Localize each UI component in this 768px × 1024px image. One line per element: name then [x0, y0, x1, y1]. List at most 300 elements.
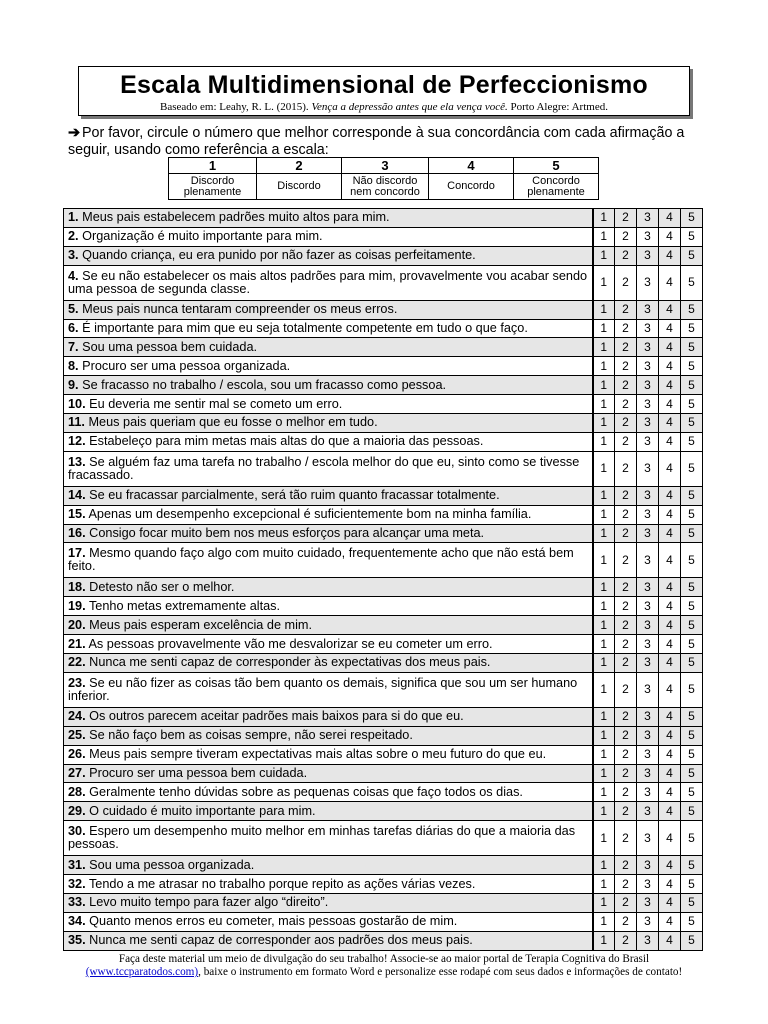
- rating-option[interactable]: 5: [681, 265, 703, 300]
- item-text: Quanto menos erros eu cometer, mais pessoas gostarão de mim.: [89, 914, 458, 929]
- rating-option[interactable]: 1: [593, 745, 615, 764]
- rating-option[interactable]: 5: [681, 764, 703, 783]
- item-text: Se eu fracassar parcialmente, será tão ruim quanto fracassar totalmente.: [89, 488, 500, 503]
- item-text: Mesmo quando faço algo com muito cuidado, frequentemente acho que não está bem feito.: [68, 546, 574, 574]
- scale-numbers-row: [169, 158, 599, 174]
- table-row: [64, 783, 703, 802]
- rating-option[interactable]: 1: [593, 209, 615, 228]
- item-text: As pessoas provavelmente vão me desvalorizar se eu cometer um erro.: [88, 636, 493, 651]
- table-row: [64, 524, 703, 543]
- rating-option[interactable]: 4: [659, 856, 681, 875]
- rating-option[interactable]: 1: [593, 616, 615, 635]
- scale-legend: [168, 157, 599, 200]
- rating-option[interactable]: 1: [593, 783, 615, 802]
- subtitle-book: Vença a depressão antes que ela vença você.: [311, 101, 508, 113]
- rating-option[interactable]: 1: [593, 414, 615, 433]
- rating-option[interactable]: 5: [681, 707, 703, 726]
- table-row: [64, 894, 703, 913]
- item-text: Tenho metas extremamente altas.: [88, 598, 281, 613]
- item-statement: [64, 246, 593, 265]
- rating-option[interactable]: 4: [659, 319, 681, 338]
- scale-number: 1: [169, 158, 257, 174]
- rating-option[interactable]: 1: [593, 319, 615, 338]
- table-row: [64, 319, 703, 338]
- rating-option[interactable]: 3: [637, 616, 659, 635]
- rating-option[interactable]: 4: [659, 616, 681, 635]
- rating-option[interactable]: 2: [615, 451, 637, 486]
- rating-option[interactable]: 3: [637, 856, 659, 875]
- rating-option[interactable]: 5: [681, 745, 703, 764]
- rating-option[interactable]: 2: [615, 265, 637, 300]
- rating-option[interactable]: 4: [659, 338, 681, 357]
- rating-option[interactable]: 3: [637, 338, 659, 357]
- item-number: 28.: [68, 784, 86, 799]
- item-text: Meus pais estabelecem padrões muito altos para mim.: [82, 210, 390, 225]
- rating-option[interactable]: 3: [637, 726, 659, 745]
- rating-option[interactable]: 5: [681, 338, 703, 357]
- item-statement: [64, 505, 593, 524]
- rating-option[interactable]: 5: [681, 376, 703, 395]
- subtitle: [79, 101, 689, 114]
- scale-number: 4: [429, 158, 514, 174]
- rating-option[interactable]: 5: [681, 300, 703, 319]
- rating-option[interactable]: 1: [593, 246, 615, 265]
- rating-option[interactable]: 1: [593, 265, 615, 300]
- rating-option[interactable]: 4: [659, 894, 681, 913]
- item-number: 11.: [68, 415, 85, 430]
- rating-option[interactable]: 1: [593, 707, 615, 726]
- item-number: 30.: [68, 824, 86, 839]
- rating-option[interactable]: 5: [681, 227, 703, 246]
- rating-option[interactable]: 5: [681, 524, 703, 543]
- rating-option[interactable]: 2: [615, 395, 637, 414]
- rating-option[interactable]: 2: [615, 357, 637, 376]
- rating-option[interactable]: 2: [615, 894, 637, 913]
- rating-option[interactable]: 3: [637, 578, 659, 597]
- item-text: Meus pais nunca tentaram compreender os meus erros.: [82, 302, 398, 317]
- item-number: 1.: [68, 210, 79, 225]
- rating-option[interactable]: 1: [593, 912, 615, 931]
- rating-option[interactable]: 5: [681, 505, 703, 524]
- rating-option[interactable]: 4: [659, 209, 681, 228]
- item-number: 35.: [68, 933, 86, 948]
- rating-option[interactable]: 1: [593, 654, 615, 673]
- footer-link[interactable]: (www.tccparatodos.com): [85, 966, 199, 978]
- rating-option[interactable]: 4: [659, 764, 681, 783]
- rating-option[interactable]: 2: [615, 486, 637, 505]
- rating-option[interactable]: 2: [615, 376, 637, 395]
- rating-option[interactable]: 2: [615, 414, 637, 433]
- item-number: 14.: [68, 488, 86, 503]
- item-statement: [64, 875, 593, 894]
- rating-option[interactable]: 2: [615, 338, 637, 357]
- rating-option[interactable]: 1: [593, 856, 615, 875]
- rating-option[interactable]: 5: [681, 451, 703, 486]
- table-row: [64, 227, 703, 246]
- item-statement: [64, 486, 593, 505]
- rating-option[interactable]: 3: [637, 654, 659, 673]
- scale-label: Concordo: [429, 174, 514, 200]
- rating-option[interactable]: 4: [659, 505, 681, 524]
- table-row: [64, 246, 703, 265]
- item-number: 34.: [68, 914, 86, 929]
- table-row: [64, 912, 703, 931]
- table-row: [64, 856, 703, 875]
- rating-option[interactable]: 2: [615, 578, 637, 597]
- item-text: É importante para mim que eu seja totalmente competente em tudo o que faço.: [82, 321, 528, 335]
- rating-option[interactable]: 1: [593, 578, 615, 597]
- rating-option[interactable]: 2: [615, 783, 637, 802]
- item-statement: [64, 265, 593, 300]
- rating-option[interactable]: 3: [637, 265, 659, 300]
- item-statement: [64, 376, 593, 395]
- rating-option[interactable]: 5: [681, 894, 703, 913]
- footer: [40, 953, 728, 979]
- item-number: 4.: [68, 268, 79, 283]
- rating-option[interactable]: 4: [659, 486, 681, 505]
- rating-option[interactable]: 3: [637, 432, 659, 451]
- item-text: Se eu não estabelecer os mais altos padrões para mim, provavelmente vou acabar sendo uma pessoa de segunda classe.: [68, 268, 588, 296]
- rating-option[interactable]: 2: [615, 821, 637, 856]
- rating-option[interactable]: 2: [615, 432, 637, 451]
- rating-option[interactable]: 5: [681, 597, 703, 616]
- item-number: 10.: [68, 396, 86, 411]
- rating-option[interactable]: 5: [681, 783, 703, 802]
- rating-option[interactable]: 4: [659, 931, 681, 950]
- rating-option[interactable]: 2: [615, 635, 637, 654]
- rating-option[interactable]: 1: [593, 486, 615, 505]
- table-row: [64, 209, 703, 228]
- scale-labels-row: [169, 174, 599, 200]
- rating-option[interactable]: 2: [615, 505, 637, 524]
- rating-option[interactable]: 2: [615, 764, 637, 783]
- rating-option[interactable]: 3: [637, 227, 659, 246]
- rating-option[interactable]: 4: [659, 783, 681, 802]
- table-row: [64, 654, 703, 673]
- rating-option[interactable]: 3: [637, 246, 659, 265]
- table-row: [64, 578, 703, 597]
- rating-option[interactable]: 5: [681, 635, 703, 654]
- rating-option[interactable]: 3: [637, 912, 659, 931]
- rating-option[interactable]: 1: [593, 451, 615, 486]
- item-statement: [64, 338, 593, 357]
- rating-option[interactable]: 5: [681, 543, 703, 578]
- rating-option[interactable]: 4: [659, 745, 681, 764]
- rating-option[interactable]: 5: [681, 578, 703, 597]
- rating-option[interactable]: 3: [637, 875, 659, 894]
- item-number: 26.: [68, 747, 86, 762]
- rating-option[interactable]: 3: [637, 821, 659, 856]
- item-number: 16.: [68, 526, 86, 541]
- item-number: 19.: [68, 598, 86, 613]
- table-row: [64, 376, 703, 395]
- rating-option[interactable]: 4: [659, 524, 681, 543]
- rating-option[interactable]: 5: [681, 726, 703, 745]
- table-row: [64, 764, 703, 783]
- rating-option[interactable]: 3: [637, 931, 659, 950]
- rating-option[interactable]: 1: [593, 432, 615, 451]
- item-number: 32.: [68, 876, 86, 891]
- item-text: Detesto não ser o melhor.: [89, 579, 235, 594]
- item-number: 5.: [68, 302, 79, 317]
- item-number: 3.: [68, 248, 79, 263]
- item-statement: [64, 524, 593, 543]
- rating-option[interactable]: 3: [637, 745, 659, 764]
- rating-option[interactable]: 5: [681, 654, 703, 673]
- item-text: Apenas um desempenho excepcional é suficientemente bom na minha família.: [88, 507, 532, 522]
- arrow-right-icon: ➔: [68, 125, 80, 141]
- rating-option[interactable]: 1: [593, 894, 615, 913]
- rating-option[interactable]: 4: [659, 912, 681, 931]
- rating-option[interactable]: 2: [615, 912, 637, 931]
- item-number: 23.: [68, 675, 86, 690]
- rating-option[interactable]: 3: [637, 543, 659, 578]
- rating-option[interactable]: 4: [659, 635, 681, 654]
- item-number: 24.: [68, 709, 86, 724]
- instructions: [68, 125, 708, 159]
- rating-option[interactable]: 1: [593, 300, 615, 319]
- rating-option[interactable]: 4: [659, 265, 681, 300]
- rating-option[interactable]: 5: [681, 672, 703, 707]
- rating-option[interactable]: 2: [615, 856, 637, 875]
- rating-option[interactable]: 1: [593, 672, 615, 707]
- item-statement: [64, 357, 593, 376]
- item-text: Sou uma pessoa bem cuidada.: [82, 339, 258, 354]
- item-statement: [64, 707, 593, 726]
- rating-option[interactable]: 3: [637, 783, 659, 802]
- table-row: [64, 875, 703, 894]
- table-row: [64, 414, 703, 433]
- rating-option[interactable]: 3: [637, 357, 659, 376]
- rating-option[interactable]: 3: [637, 451, 659, 486]
- rating-option[interactable]: 4: [659, 597, 681, 616]
- rating-option[interactable]: 2: [615, 875, 637, 894]
- item-text: Procuro ser uma pessoa bem cuidada.: [89, 766, 308, 781]
- item-statement: [64, 764, 593, 783]
- item-text: Nunca me senti capaz de corresponder aos padrões dos meus pais.: [89, 933, 473, 948]
- rating-option[interactable]: 1: [593, 376, 615, 395]
- rating-option[interactable]: 4: [659, 376, 681, 395]
- rating-option[interactable]: 4: [659, 654, 681, 673]
- rating-option[interactable]: 4: [659, 726, 681, 745]
- rating-option[interactable]: 3: [637, 894, 659, 913]
- rating-option[interactable]: 3: [637, 764, 659, 783]
- rating-option[interactable]: 1: [593, 821, 615, 856]
- item-number: 25.: [68, 728, 86, 743]
- subtitle-prefix: Baseado em: Leahy, R. L. (2015).: [160, 101, 309, 113]
- rating-option[interactable]: 3: [637, 707, 659, 726]
- rating-option[interactable]: 1: [593, 597, 615, 616]
- item-statement: [64, 821, 593, 856]
- item-number: 21.: [68, 636, 86, 651]
- item-statement: [64, 543, 593, 578]
- item-statement: [64, 745, 593, 764]
- rating-option[interactable]: 4: [659, 432, 681, 451]
- rating-option[interactable]: 3: [637, 395, 659, 414]
- rating-option[interactable]: 4: [659, 802, 681, 821]
- rating-option[interactable]: 5: [681, 821, 703, 856]
- item-number: 18.: [68, 579, 86, 594]
- rating-option[interactable]: 1: [593, 395, 615, 414]
- rating-option[interactable]: 2: [615, 543, 637, 578]
- item-text: Estabeleço para mim metas mais altas do que a maioria das pessoas.: [89, 434, 484, 449]
- item-text: Levo muito tempo para fazer algo “direito”.: [89, 895, 329, 910]
- rating-option[interactable]: 5: [681, 319, 703, 338]
- rating-option[interactable]: 5: [681, 616, 703, 635]
- rating-option[interactable]: 2: [615, 227, 637, 246]
- rating-option[interactable]: 4: [659, 300, 681, 319]
- rating-option[interactable]: 3: [637, 524, 659, 543]
- item-text: Sou uma pessoa organizada.: [89, 857, 255, 872]
- rating-option[interactable]: 1: [593, 802, 615, 821]
- rating-option[interactable]: 1: [593, 505, 615, 524]
- rating-option[interactable]: 4: [659, 357, 681, 376]
- item-number: 22.: [68, 655, 86, 670]
- rating-option[interactable]: 4: [659, 451, 681, 486]
- rating-option[interactable]: 5: [681, 432, 703, 451]
- title-box: [78, 66, 690, 116]
- rating-option[interactable]: 4: [659, 821, 681, 856]
- table-row: [64, 616, 703, 635]
- table-row: [64, 338, 703, 357]
- item-text: Se não faço bem as coisas sempre, não serei respeitado.: [89, 728, 413, 743]
- rating-option[interactable]: 3: [637, 802, 659, 821]
- item-number: 9.: [68, 377, 79, 392]
- table-row: [64, 432, 703, 451]
- rating-option[interactable]: 4: [659, 707, 681, 726]
- table-row: [64, 505, 703, 524]
- rating-option[interactable]: 3: [637, 486, 659, 505]
- scale-number: 5: [514, 158, 599, 174]
- item-number: 31.: [68, 857, 86, 872]
- rating-option[interactable]: 1: [593, 931, 615, 950]
- rating-option[interactable]: 4: [659, 395, 681, 414]
- item-text: Tendo a me atrasar no trabalho porque repito as ações várias vezes.: [88, 876, 476, 891]
- rating-option[interactable]: 3: [637, 209, 659, 228]
- rating-option[interactable]: 4: [659, 246, 681, 265]
- item-number: 13.: [68, 454, 86, 469]
- scale-label: Concordo plenamente: [514, 174, 599, 200]
- rating-option[interactable]: 2: [615, 707, 637, 726]
- rating-option[interactable]: 2: [615, 931, 637, 950]
- rating-option[interactable]: 1: [593, 764, 615, 783]
- rating-option[interactable]: 4: [659, 578, 681, 597]
- table-row: [64, 300, 703, 319]
- item-statement: [64, 414, 593, 433]
- item-text: Consigo focar muito bem nos meus esforços para alcançar uma meta.: [89, 526, 485, 541]
- rating-option[interactable]: 2: [615, 524, 637, 543]
- rating-option[interactable]: 3: [637, 672, 659, 707]
- rating-option[interactable]: 5: [681, 802, 703, 821]
- items-body: [64, 209, 703, 951]
- rating-option[interactable]: 1: [593, 338, 615, 357]
- item-statement: [64, 802, 593, 821]
- item-statement: [64, 912, 593, 931]
- rating-option[interactable]: 4: [659, 875, 681, 894]
- item-text: Organização é muito importante para mim.: [82, 229, 323, 244]
- item-statement: [64, 597, 593, 616]
- rating-option[interactable]: 4: [659, 672, 681, 707]
- rating-option[interactable]: 5: [681, 395, 703, 414]
- item-number: 15.: [68, 507, 86, 522]
- rating-option[interactable]: 5: [681, 486, 703, 505]
- item-statement: [64, 635, 593, 654]
- rating-option[interactable]: 1: [593, 543, 615, 578]
- item-text: Procuro ser uma pessoa organizada.: [82, 358, 291, 373]
- rating-option[interactable]: 3: [637, 597, 659, 616]
- rating-option[interactable]: 5: [681, 875, 703, 894]
- rating-option[interactable]: 1: [593, 635, 615, 654]
- table-row: [64, 486, 703, 505]
- item-text: Nunca me senti capaz de corresponder às expectativas dos meus pais.: [89, 655, 491, 670]
- rating-option[interactable]: 4: [659, 227, 681, 246]
- footer-line2: , baixe o instrumento em formato Word e personalize esse rodapé com seus dados e informações de contato!: [198, 966, 683, 978]
- footer-line1: Faça deste material um meio de divulgação do seu trabalho! Associe-se ao maior portal de Terapia Cognitiva do Brasil: [118, 953, 650, 965]
- rating-option[interactable]: 2: [615, 802, 637, 821]
- item-number: 33.: [68, 895, 86, 910]
- subtitle-suffix: Porto Alegre: Artmed.: [510, 101, 608, 113]
- rating-option[interactable]: 4: [659, 543, 681, 578]
- rating-option[interactable]: 1: [593, 726, 615, 745]
- rating-option[interactable]: 5: [681, 856, 703, 875]
- item-number: 12.: [68, 434, 86, 449]
- item-text: Eu deveria me sentir mal se cometo um erro.: [89, 396, 343, 411]
- rating-option[interactable]: 5: [681, 209, 703, 228]
- rating-option[interactable]: 1: [593, 524, 615, 543]
- rating-option[interactable]: 5: [681, 414, 703, 433]
- rating-option[interactable]: 1: [593, 357, 615, 376]
- rating-option[interactable]: 2: [615, 726, 637, 745]
- item-text: Meus pais queriam que eu fosse o melhor em tudo.: [88, 415, 378, 430]
- rating-option[interactable]: 5: [681, 912, 703, 931]
- rating-option[interactable]: 4: [659, 414, 681, 433]
- rating-option[interactable]: 3: [637, 300, 659, 319]
- rating-option[interactable]: 2: [615, 745, 637, 764]
- rating-option[interactable]: 5: [681, 357, 703, 376]
- item-statement: [64, 616, 593, 635]
- rating-option[interactable]: 1: [593, 875, 615, 894]
- table-row: [64, 745, 703, 764]
- rating-option[interactable]: 2: [615, 672, 637, 707]
- item-number: 6.: [68, 321, 79, 335]
- item-text: Se alguém faz uma tarefa no trabalho / escola melhor do que eu, sinto como se tivesse fracassado.: [68, 454, 580, 482]
- rating-option[interactable]: 1: [593, 227, 615, 246]
- item-statement: [64, 432, 593, 451]
- rating-option[interactable]: 3: [637, 505, 659, 524]
- rating-option[interactable]: 2: [615, 597, 637, 616]
- rating-option[interactable]: 2: [615, 209, 637, 228]
- rating-option[interactable]: 2: [615, 300, 637, 319]
- item-text: Os outros parecem aceitar padrões mais baixos para si do que eu.: [89, 709, 464, 724]
- rating-option[interactable]: 2: [615, 616, 637, 635]
- table-row: [64, 931, 703, 950]
- rating-option[interactable]: 2: [615, 654, 637, 673]
- rating-option[interactable]: 2: [615, 319, 637, 338]
- item-statement: [64, 227, 593, 246]
- rating-option[interactable]: 3: [637, 414, 659, 433]
- item-text: Meus pais esperam excelência de mim.: [89, 617, 313, 632]
- rating-option[interactable]: 2: [615, 246, 637, 265]
- rating-option[interactable]: 5: [681, 246, 703, 265]
- item-text: Geralmente tenho dúvidas sobre as pequenas coisas que faço todos os dias.: [89, 784, 523, 799]
- rating-option[interactable]: 5: [681, 931, 703, 950]
- items-table: [63, 208, 703, 951]
- rating-option[interactable]: 3: [637, 376, 659, 395]
- table-row: [64, 451, 703, 486]
- rating-option[interactable]: 3: [637, 319, 659, 338]
- table-row: [64, 726, 703, 745]
- rating-option[interactable]: 3: [637, 635, 659, 654]
